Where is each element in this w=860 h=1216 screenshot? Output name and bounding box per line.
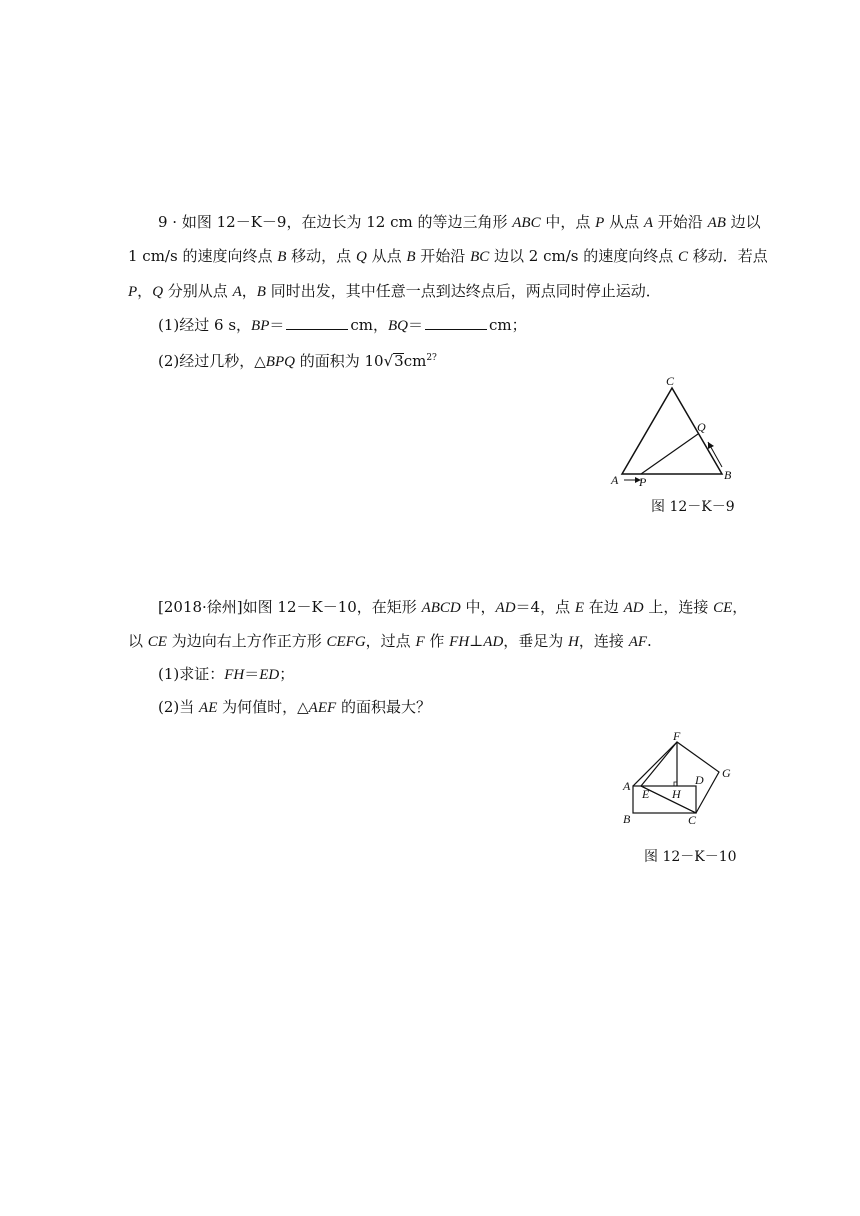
text-segment: (2)当	[158, 698, 200, 716]
math-var: H	[568, 634, 579, 650]
label-e: E	[642, 787, 650, 801]
text-segment: ＝4，点	[515, 598, 575, 616]
figure-caption-12-k-10: 图 12－K－10	[644, 849, 737, 865]
label-q: Q	[697, 420, 706, 434]
text-segment: ，	[137, 282, 153, 300]
text-segment: 开始沿	[415, 247, 471, 265]
text-segment: ，	[241, 282, 257, 300]
math-var: A	[643, 215, 654, 231]
math-var: BP	[251, 318, 270, 334]
text-segment: 上，连接	[643, 598, 714, 616]
text-segment: 中，点	[540, 213, 596, 231]
label-b: B	[623, 812, 631, 826]
math-var: ABCD	[421, 600, 461, 616]
label-a: A	[623, 779, 631, 793]
text-segment: 同时出发，其中任意一点到达终点后，两点同时停止运动．	[265, 282, 661, 300]
math-var: B	[406, 249, 416, 265]
text-segment: 分别从点	[163, 282, 233, 300]
text-segment: 边以	[725, 213, 761, 231]
text-segment: cm；	[489, 316, 527, 334]
segment-af	[633, 742, 677, 786]
text-segment: 从点	[604, 213, 644, 231]
text-segment: 开始沿	[653, 213, 708, 231]
text-segment: ；	[279, 665, 295, 683]
figure-caption-12-k-9: 图 12－K－9	[651, 499, 735, 515]
text-segment: ，连接	[578, 632, 629, 650]
label-f: F	[673, 729, 681, 743]
math-var: FH	[449, 634, 470, 650]
math-var: CEFG	[326, 634, 366, 650]
sqrt-sign: √	[383, 352, 394, 370]
text-segment: 从点	[366, 247, 407, 265]
math-var: P	[128, 284, 138, 300]
text-segment: 在边	[584, 598, 624, 616]
text-segment: 9 · 如图 12－K－9，在边长为 12 cm 的等边三角形	[158, 213, 513, 231]
math-var: AE	[199, 700, 218, 716]
math-var: AD	[483, 634, 504, 650]
label-c: C	[666, 374, 675, 388]
label-h: H	[672, 787, 681, 801]
math-var: AD	[623, 600, 644, 616]
square-cefg	[641, 742, 719, 813]
text-segment: 以	[128, 632, 148, 650]
label-d: D	[695, 773, 704, 787]
text-segment: .	[647, 632, 652, 650]
text-segment: (1)经过 6 s，	[158, 316, 252, 334]
math-var: B	[277, 249, 287, 265]
text-segment: 移动，点	[286, 247, 356, 265]
text-segment: 的面积为 10	[294, 352, 384, 370]
text-segment: 中，	[460, 598, 496, 616]
math-var: AF	[628, 634, 648, 650]
text-segment: 为边向右上方作正方形	[166, 632, 327, 650]
math-var: AD	[495, 600, 516, 616]
math-var: AEF	[308, 700, 337, 716]
math-var: Q	[152, 284, 164, 300]
math-var: CE	[713, 600, 733, 616]
math-var: CE	[147, 634, 167, 650]
label-b: B	[724, 468, 732, 482]
text-segment: ＝	[269, 316, 285, 334]
text-segment: 边以 2 cm/s 的速度向终点	[489, 247, 678, 265]
math-var: A	[232, 284, 242, 300]
math-var: E	[574, 600, 585, 616]
label-c: C	[688, 813, 697, 827]
text-segment: cm，	[350, 316, 388, 334]
math-var: FH	[224, 667, 245, 683]
math-var: C	[678, 249, 689, 265]
math-var: ABC	[512, 215, 541, 231]
text-segment: ＝	[408, 316, 424, 334]
math-var: BC	[470, 249, 490, 265]
math-var: BPQ	[265, 354, 295, 370]
sqrt-radicand: 3	[394, 352, 404, 370]
text-segment: ，	[732, 598, 748, 616]
superscript: 2?	[426, 353, 437, 363]
math-var: B	[256, 284, 266, 300]
text-segment: ，垂足为	[503, 632, 569, 650]
text-segment: 为何值时，△	[217, 698, 309, 716]
text-segment: 移动．若点	[688, 247, 768, 265]
math-var: ED	[259, 667, 280, 683]
text-segment: cm	[403, 352, 427, 370]
label-a: A	[611, 473, 619, 487]
text-segment: 1 cm/s 的速度向终点	[128, 247, 278, 265]
label-p: P	[639, 475, 647, 489]
math-var: BQ	[388, 318, 408, 334]
math-var: P	[595, 215, 605, 231]
text-segment: (1)求证：	[158, 665, 225, 683]
math-var: F	[415, 634, 425, 650]
text-segment: 作	[424, 632, 450, 650]
text-segment: ＝	[244, 665, 260, 683]
text-segment: ，过点	[365, 632, 416, 650]
text-segment: [2018·徐州]如图 12－K－10，在矩形	[158, 598, 422, 616]
math-var: Q	[355, 249, 367, 265]
text-segment: 的面积最大？	[336, 698, 431, 716]
math-var: AB	[707, 215, 726, 231]
text-segment: (2)经过几秒，△	[158, 352, 266, 370]
label-g: G	[722, 766, 731, 780]
text-segment: ⊥	[469, 632, 484, 650]
